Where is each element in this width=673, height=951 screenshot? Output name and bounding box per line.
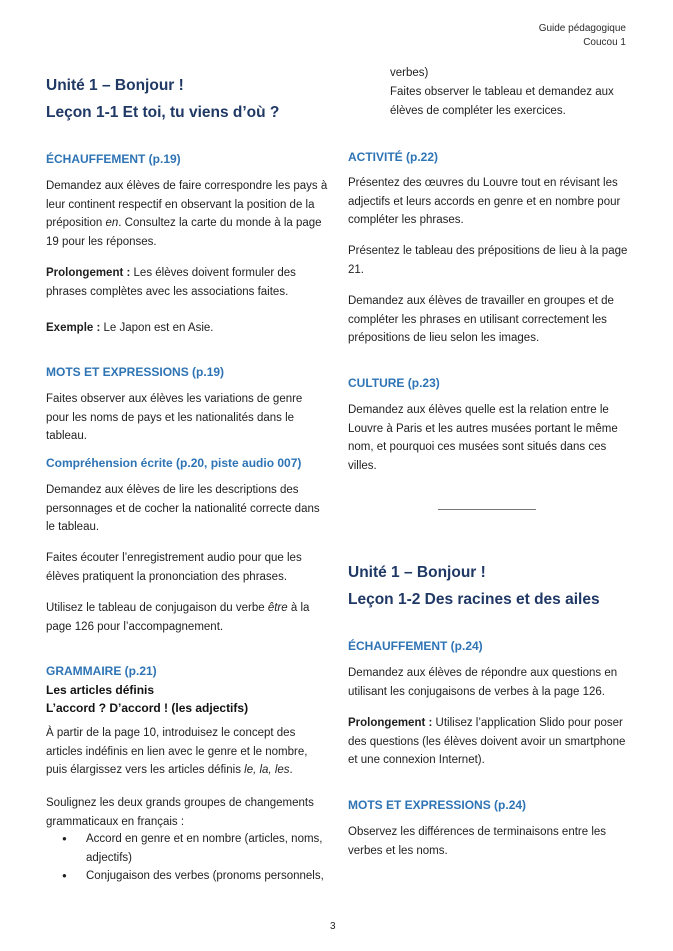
- paragraph: Demandez aux élèves quelle est la relation entre le Louvre à Paris et les autres musées portant le même nom, et pourquoi ces musées sont situés dans ces villes.: [348, 404, 618, 472]
- text: Demandez aux élèves de faire correspondre les pays à leur continent respectif en observant la position de la préposition: [46, 180, 328, 229]
- paragraph: Demandez aux élèves de travailler en groupes et de compléter les phrases en utilisant correctement les prépositions de lieu selon les images.: [348, 295, 614, 344]
- text: Le Japon est en Asie.: [100, 322, 214, 334]
- subheading: Les articles définis: [46, 683, 155, 697]
- text: Utilisez le tableau de conjugaison du verbe: [46, 602, 268, 614]
- page-header: [539, 22, 626, 50]
- lesson-title: Leçon 1-1 Et toi, tu viens d’où ?: [46, 104, 280, 121]
- paragraph: [46, 724, 328, 780]
- label: Exemple :: [46, 322, 101, 334]
- unit-title: Unité 1 – Bonjour !: [348, 564, 486, 581]
- emphasis: être: [267, 602, 288, 614]
- text: .: [289, 764, 293, 776]
- emphasis: le, la, les: [244, 764, 290, 776]
- section-heading-culture: CULTURE (p.23): [348, 376, 440, 390]
- paragraph: Présentez des œuvres du Louvre tout en révisant les adjectifs et leurs accords en genre et en nombre pour compléter les phrases.: [348, 177, 621, 226]
- paragraph: Demandez aux élèves de répondre aux questions en utilisant les conjugaisons de verbes à la page 126.: [348, 667, 618, 698]
- paragraph: [46, 177, 328, 251]
- paragraph: Présentez le tableau des prépositions de lieu à la page 21.: [348, 245, 628, 276]
- paragraph-prolongement: [348, 714, 632, 770]
- header-guide-label: Guide pédagogique: [538, 23, 626, 34]
- bullet-list: [46, 830, 328, 886]
- list-item: ● Conjugaison des verbes (pronoms personnels,: [86, 867, 328, 886]
- paragraph: [46, 599, 328, 636]
- paragraph: Faites observer le tableau et demandez aux élèves de compléter les exercices.: [390, 86, 614, 117]
- section-heading-mots: MOTS ET EXPRESSIONS (p.19): [46, 365, 225, 379]
- section-heading-comprehension: Compréhension écrite (p.20, piste audio 007): [46, 456, 302, 470]
- page-number: 3: [330, 921, 336, 932]
- paragraph: Faites observer aux élèves les variations de genre pour les noms de pays et les nationalités dans le tableau.: [46, 393, 303, 442]
- section-heading-mots-2: MOTS ET EXPRESSIONS (p.24): [348, 798, 527, 812]
- unit-heading: [46, 72, 279, 126]
- subheading: L’accord ? D’accord ! (les adjectifs): [46, 701, 249, 715]
- list-item: ● Accord en genre et en nombre (articles, noms, adjectifs): [86, 830, 328, 867]
- unit-title: Unité 1 – Bonjour !: [46, 77, 184, 94]
- text: Les élèves doivent formuler des phrases complètes avec les associations faites.: [46, 267, 296, 298]
- continued-text: verbes): [390, 67, 429, 79]
- emphasis: en: [105, 217, 119, 229]
- paragraph-exemple: [46, 319, 328, 338]
- text: À partir de la page 10, introduisez le concept des articles indéfinis en lien avec le genre et le nombre, puis élargissez vers les articles définis: [46, 727, 308, 776]
- text: à la page 126 pour l’accompagnement.: [46, 602, 310, 633]
- unit-heading-2: [348, 559, 600, 613]
- paragraph: Demandez aux élèves de lire les descriptions des personnages et de cocher la nationalité correcte dans le tableau.: [46, 484, 320, 533]
- section-heading-echauffement-2: ÉCHAUFFEMENT (p.24): [348, 639, 483, 653]
- header-book-label: Coucou 1: [583, 37, 626, 48]
- paragraph: Soulignez les deux grands groupes de changements grammaticaux en français :: [46, 797, 314, 828]
- section-divider: [438, 509, 536, 510]
- section-heading-grammaire: GRAMMAIRE (p.21): [46, 664, 157, 678]
- section-heading-echauffement: ÉCHAUFFEMENT (p.19): [46, 152, 181, 166]
- label: Prolongement :: [348, 717, 433, 729]
- paragraph-prolongement: [46, 264, 328, 301]
- text: Utilisez l’application Slido pour poser des questions (les élèves doivent avoir un smartphone et une connexion Internet).: [348, 717, 626, 766]
- section-heading-activite: ACTIVITÉ (p.22): [348, 150, 439, 164]
- paragraph: Observez les différences de terminaisons entre les verbes et les noms.: [348, 826, 607, 857]
- label: Prolongement :: [46, 267, 131, 279]
- text: . Consultez la carte du monde à la page 19 pour les réponses.: [46, 217, 322, 248]
- paragraph: Faites écouter l’enregistrement audio pour que les élèves pratiquent la prononciation des phrases.: [46, 552, 302, 583]
- lesson-title: Leçon 1-2 Des racines et des ailes: [348, 591, 600, 608]
